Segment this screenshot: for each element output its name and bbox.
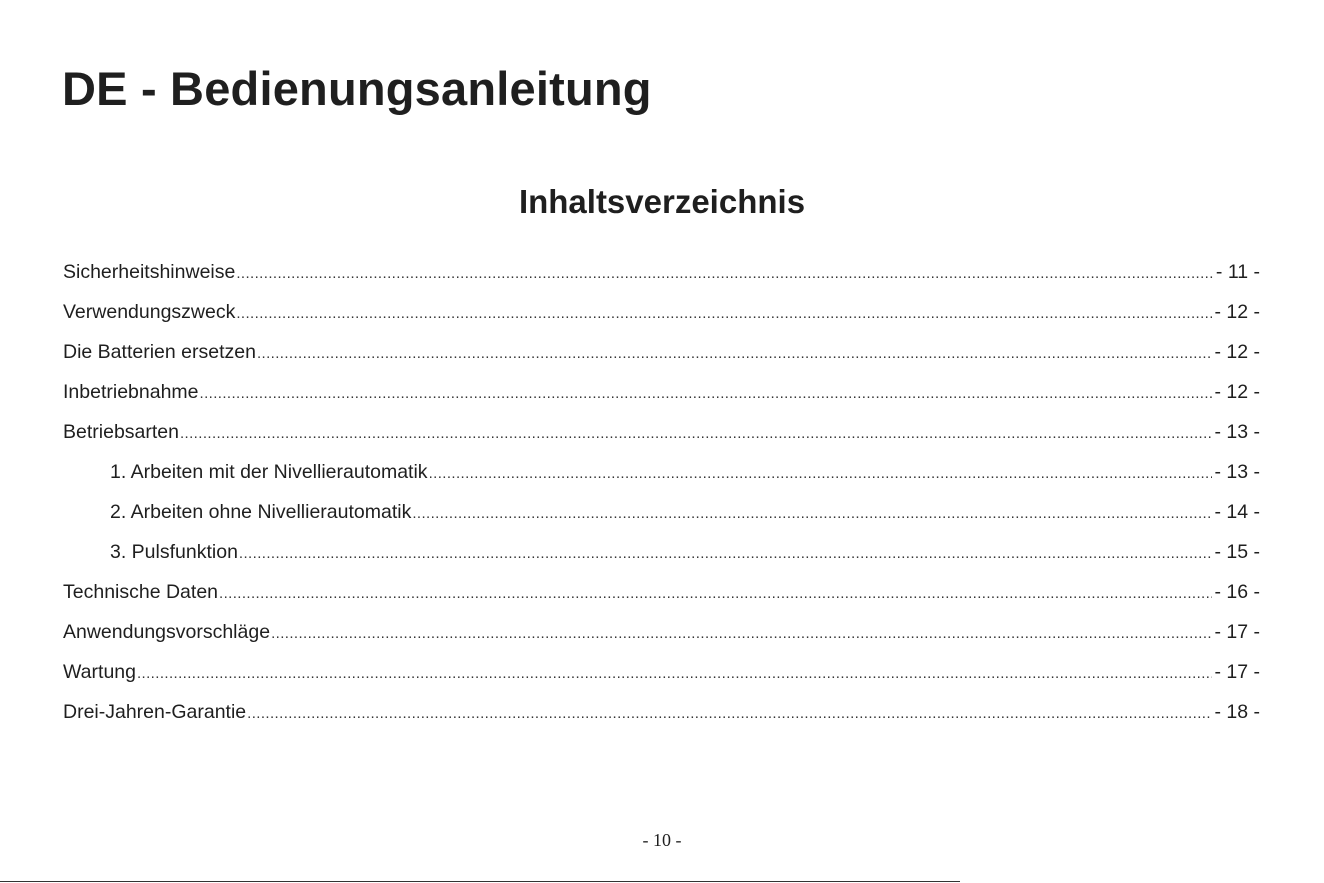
toc-entry-label: Technische Daten	[63, 581, 219, 603]
toc-entry-label: 2. Arbeiten ohne Nivellierautomatik	[110, 501, 412, 523]
toc-dot-leader	[429, 454, 1213, 494]
toc-dot-leader	[180, 414, 1213, 454]
toc-dot-leader	[239, 534, 1213, 574]
toc-entry-label: 1. Arbeiten mit der Nivellierautomatik	[110, 461, 428, 483]
toc-entry-page: - 12 -	[1214, 381, 1260, 403]
toc-entry-label: Drei-Jahren-Garantie	[63, 701, 247, 723]
toc-heading: Inhaltsverzeichnis	[518, 183, 806, 220]
bottom-rule	[0, 881, 960, 882]
toc-entry-page: - 12 -	[1214, 301, 1260, 323]
toc-entry-inbetriebnahme[interactable]	[63, 372, 1260, 412]
toc-entry-anwendungsvorschlaege[interactable]	[63, 612, 1260, 652]
toc-entry-verwendungszweck[interactable]	[63, 292, 1260, 332]
toc-dot-leader	[271, 614, 1212, 654]
toc-entry-sicherheitshinweise[interactable]	[63, 252, 1260, 292]
toc-entry-label: Anwendungsvorschläge	[63, 621, 271, 643]
toc-entry-technische-daten[interactable]	[63, 572, 1260, 612]
toc-dot-leader	[247, 694, 1212, 734]
toc-entry-pulsfunktion[interactable]	[63, 532, 1260, 572]
toc-dot-leader	[236, 294, 1212, 334]
toc-entry-label: Verwendungszweck	[63, 301, 236, 323]
toc-dot-leader	[219, 574, 1212, 614]
toc-entry-betriebsarten[interactable]	[63, 412, 1260, 452]
document-title: DE - Bedienungsanleitung	[62, 62, 652, 115]
toc-dot-leader	[412, 494, 1212, 534]
toc-dot-leader	[137, 654, 1213, 694]
toc-entry-garantie[interactable]	[63, 692, 1260, 732]
toc-entry-page: - 16 -	[1214, 581, 1260, 603]
toc-entry-page: - 14 -	[1214, 501, 1260, 523]
toc-entry-ohne-nivellierautomatik[interactable]	[63, 492, 1260, 532]
page-number: - 10 -	[642, 830, 682, 850]
toc-entry-label: Betriebsarten	[63, 421, 179, 443]
toc-entry-label: 3. Pulsfunktion	[110, 541, 238, 563]
toc-entry-label: Wartung	[63, 661, 136, 683]
toc-entry-page: - 13 -	[1214, 421, 1260, 443]
toc-entry-mit-nivellierautomatik[interactable]	[63, 452, 1260, 492]
toc-entry-batterien-ersetzen[interactable]	[63, 332, 1260, 372]
toc-entry-label: Die Batterien ersetzen	[63, 341, 256, 363]
toc-entry-wartung[interactable]	[63, 652, 1260, 692]
toc-dot-leader	[200, 374, 1213, 414]
toc-dot-leader	[236, 254, 1214, 294]
toc-dot-leader	[257, 334, 1213, 374]
table-of-contents	[63, 252, 1260, 732]
toc-entry-label: Sicherheitshinweise	[63, 261, 236, 283]
toc-entry-page: - 15 -	[1214, 541, 1260, 563]
toc-entry-page: - 17 -	[1214, 661, 1260, 683]
toc-entry-label: Inbetriebnahme	[63, 381, 199, 403]
toc-entry-page: - 17 -	[1214, 621, 1260, 643]
toc-entry-page: - 11 -	[1215, 261, 1260, 283]
toc-entry-page: - 13 -	[1214, 461, 1260, 483]
toc-entry-page: - 18 -	[1214, 701, 1260, 723]
toc-entry-page: - 12 -	[1214, 341, 1260, 363]
